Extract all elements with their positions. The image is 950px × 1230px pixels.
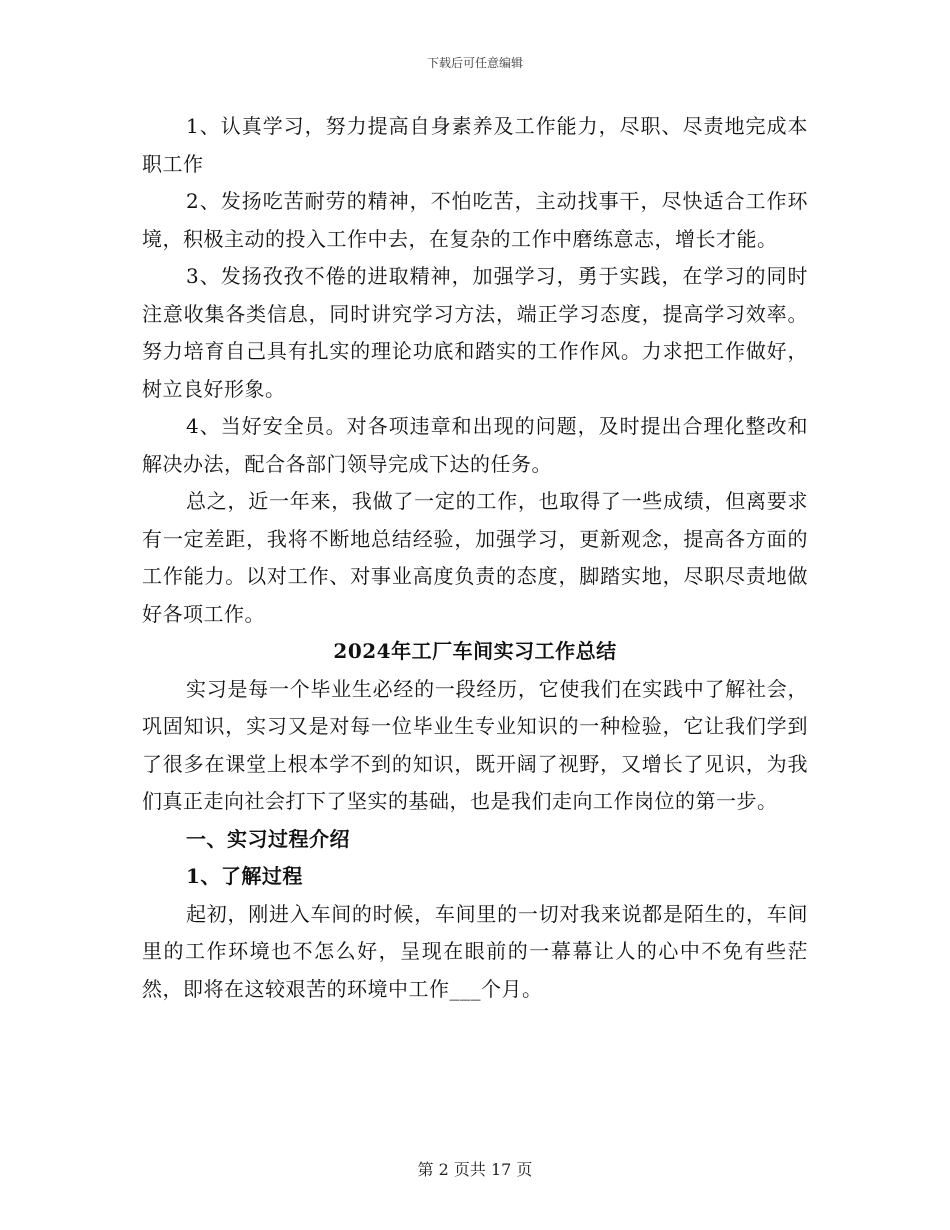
document-body [142, 108, 808, 1008]
subheading-understanding-process: 1、了解过程 [186, 864, 303, 888]
heading-internship-process: 一、实习过程介绍 [186, 826, 350, 851]
page-number: 第 2 页共 17 页 [417, 1160, 533, 1179]
paragraph-summary: 总之，近一年来，我做了一定的工作，也取得了一些成绩，但离要求有一定差距，我将不断地总结经验，加强学习，更新观念，提高各方面的工作能力。以对工作、对事业高度负责的态度，脚踏实地，尽职尽责地做好各项工作。 [142, 489, 808, 626]
header-note: 下载后可任意编辑 [426, 56, 523, 70]
paragraph-item-3: 3、发扬孜孜不倦的进取精神，加强学习，勇于实践，在学习的同时注意收集各类信息，同时讲究学习方法，端正学习态度，提高学习效率。努力培育自己具有扎实的理论功底和踏实的工作作风。力求把工作做好，树立良好形象。 [142, 264, 808, 401]
paragraph-item-2: 2、发扬吃苦耐劳的精神，不怕吃苦，主动找事干，尽快适合工作环境，积极主动的投入工作中去，在复杂的工作中磨练意志，增长才能。 [142, 189, 808, 251]
paragraph-intro: 实习是每一个毕业生必经的一段经历，它使我们在实践中了解社会，巩固知识，实习又是对每一位毕业生专业知识的一种检验，它让我们学到了很多在课堂上根本学不到的知识，既开阔了视野，又增长了见识，为我们真正走向社会打下了坚实的基础，也是我们走向工作岗位的第一步。 [142, 676, 808, 813]
paragraph-item-1: 1、认真学习，努力提高自身素养及工作能力，尽职、尽责地完成本职工作 [142, 114, 808, 176]
section-title: 2024年工厂车间实习工作总结 [333, 639, 617, 663]
paragraph-item-4: 4、当好安全员。对各项违章和出现的问题，及时提出合理化整改和解决办法，配合各部门领导完成下达的任务。 [142, 414, 808, 476]
paragraph-beginning: 起初，刚进入车间的时候，车间里的一切对我来说都是陌生的，车间里的工作环境也不怎么好，呈现在眼前的一幕幕让人的心中不免有些茫然，即将在这较艰苦的环境中工作___个月。 [142, 901, 808, 1001]
